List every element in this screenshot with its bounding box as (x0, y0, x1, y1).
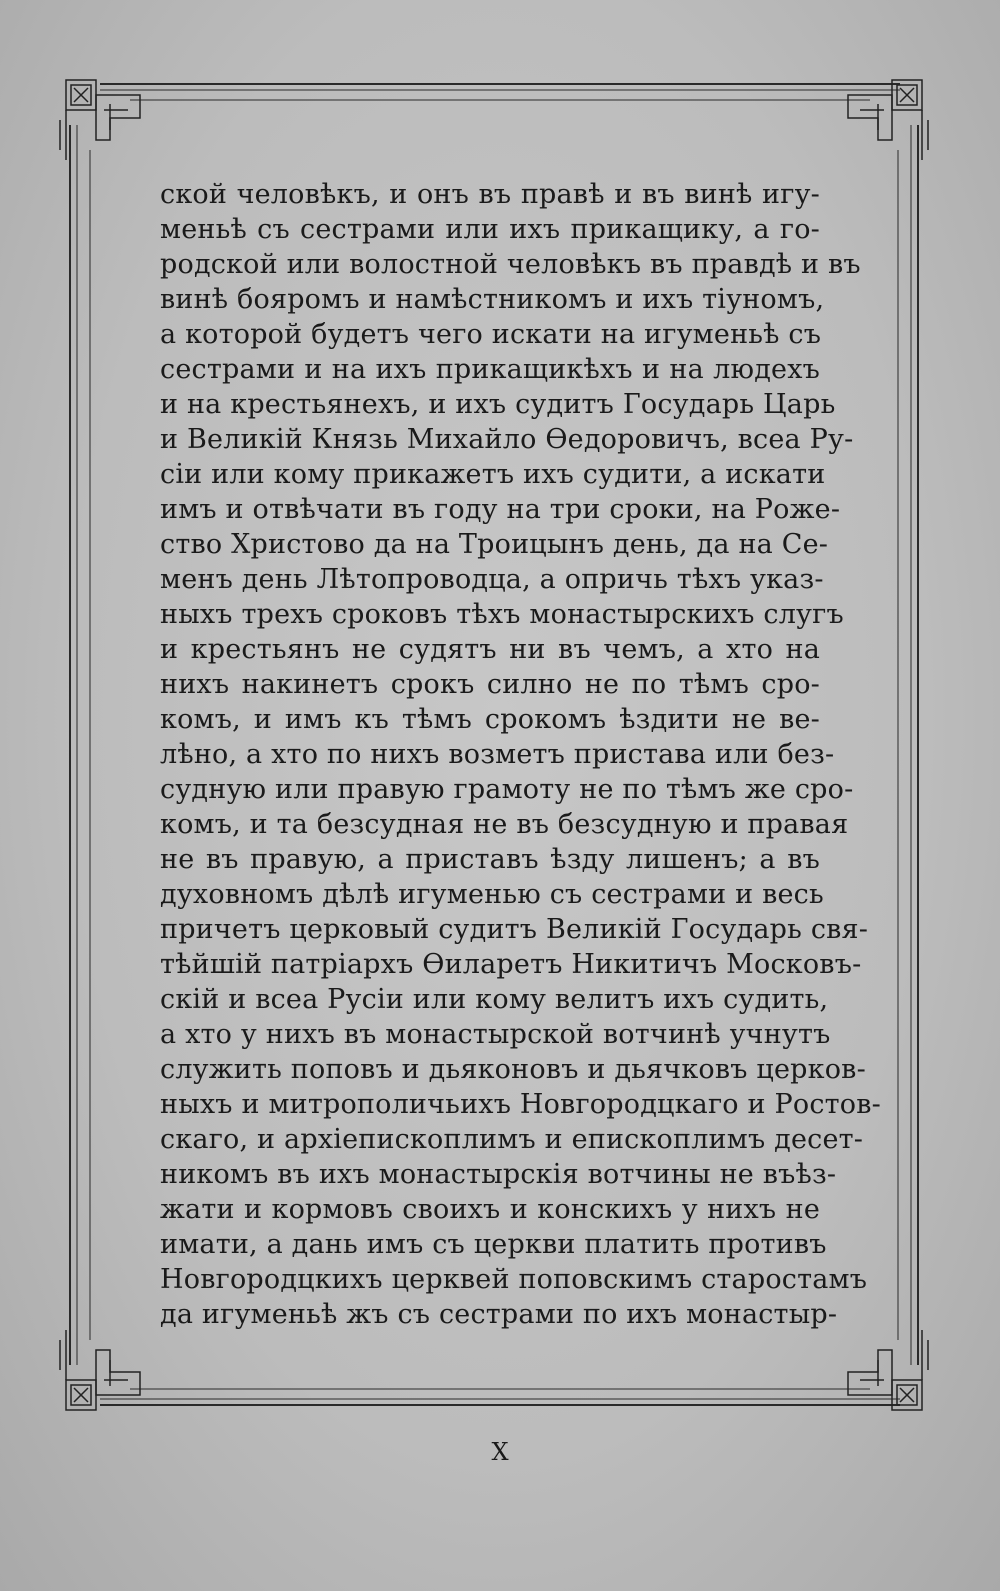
page-number: X (491, 1438, 509, 1466)
text-line: да игуменьѣ жъ съ сестрами по ихъ монастыр- (160, 1299, 838, 1330)
text-line: причетъ церковый судитъ Великій Государь свя- (160, 914, 869, 945)
text-line: лѣно, а хто по нихъ возметъ пристава или без- (160, 739, 835, 770)
text-line: скій и всеа Русіи или кому велитъ ихъ судить, (160, 984, 829, 1015)
text-line: скаго, и архіепископлимъ и епископлимъ десет- (160, 1124, 864, 1155)
text-line: имъ и отвѣчати въ году на три сроки, на Роже- (160, 494, 841, 525)
text-line: нихъ накинетъ срокъ силно не по тѣмъ сро- (160, 669, 820, 700)
text-line: жати и кормовъ своихъ и конскихъ у нихъ не (160, 1194, 820, 1225)
text-line: судную или правую грамоту не по тѣмъ же сро- (160, 774, 854, 805)
text-line: и Великій Князь Михайло Ѳедоровичъ, всеа Ру- (160, 424, 854, 455)
text-line: сіи или кому прикажетъ ихъ судити, а искати (160, 459, 826, 490)
text-line: ныхъ и митрополичьихъ Новгородцкаго и Ростов- (160, 1089, 881, 1120)
text-line: тѣйшій патріархъ Ѳиларетъ Никитичъ Московъ- (160, 949, 862, 980)
text-line: никомъ въ ихъ монастырскія вотчины не въѣз- (160, 1159, 837, 1190)
text-line: меньѣ съ сестрами или ихъ прикащику, а го- (160, 214, 820, 245)
text-line: и крестьянъ не судятъ ни въ чемъ, а хто на (160, 634, 820, 665)
text-line: комъ, и имъ къ тѣмъ срокомъ ѣздити не ве- (160, 704, 820, 735)
text-line: винѣ бояромъ и намѣстникомъ и ихъ тіуномъ, (160, 284, 825, 315)
body-text (160, 178, 881, 1338)
text-line: ныхъ трехъ сроковъ тѣхъ монастырскихъ слугъ (160, 599, 844, 630)
text-line: ство Христово да на Троицынъ день, да на Се- (160, 529, 829, 560)
text-line: а хто у нихъ въ монастырской вотчинѣ учнутъ (160, 1019, 831, 1050)
text-line: и на крестьянехъ, и ихъ судитъ Государь Царь (160, 389, 836, 420)
text-line: сестрами и на ихъ прикащикѣхъ и на людехъ (160, 354, 820, 385)
text-line: не въ правую, а приставъ ѣзду лишенъ; а въ (160, 844, 820, 875)
corner-ornament-bottom-right (848, 1330, 928, 1410)
text-line: родской или волостной человѣкъ въ правдѣ и въ (160, 249, 861, 280)
corner-ornament-top-right (848, 80, 928, 160)
corner-ornament-top-left (60, 80, 140, 160)
text-line: Новгородцкихъ церквей поповскимъ старостамъ (160, 1264, 868, 1295)
text-line: менъ день Лѣтопроводца, а опричь тѣхъ указ- (160, 564, 824, 595)
corner-ornament-bottom-left (60, 1330, 140, 1410)
text-line: ской человѣкъ, и онъ въ правѣ и въ винѣ игу- (160, 179, 820, 210)
text-line: служить поповъ и дьяконовъ и дьячковъ церков- (160, 1054, 866, 1085)
text-line: комъ, и та безсудная не въ безсудную и правая (160, 809, 849, 840)
text-line: духовномъ дѣлѣ игуменью съ сестрами и весь (160, 879, 824, 910)
text-line: а которой будетъ чего искати на игуменьѣ съ (160, 319, 822, 350)
text-line: имати, а дань имъ съ церкви платить противъ (160, 1229, 827, 1260)
